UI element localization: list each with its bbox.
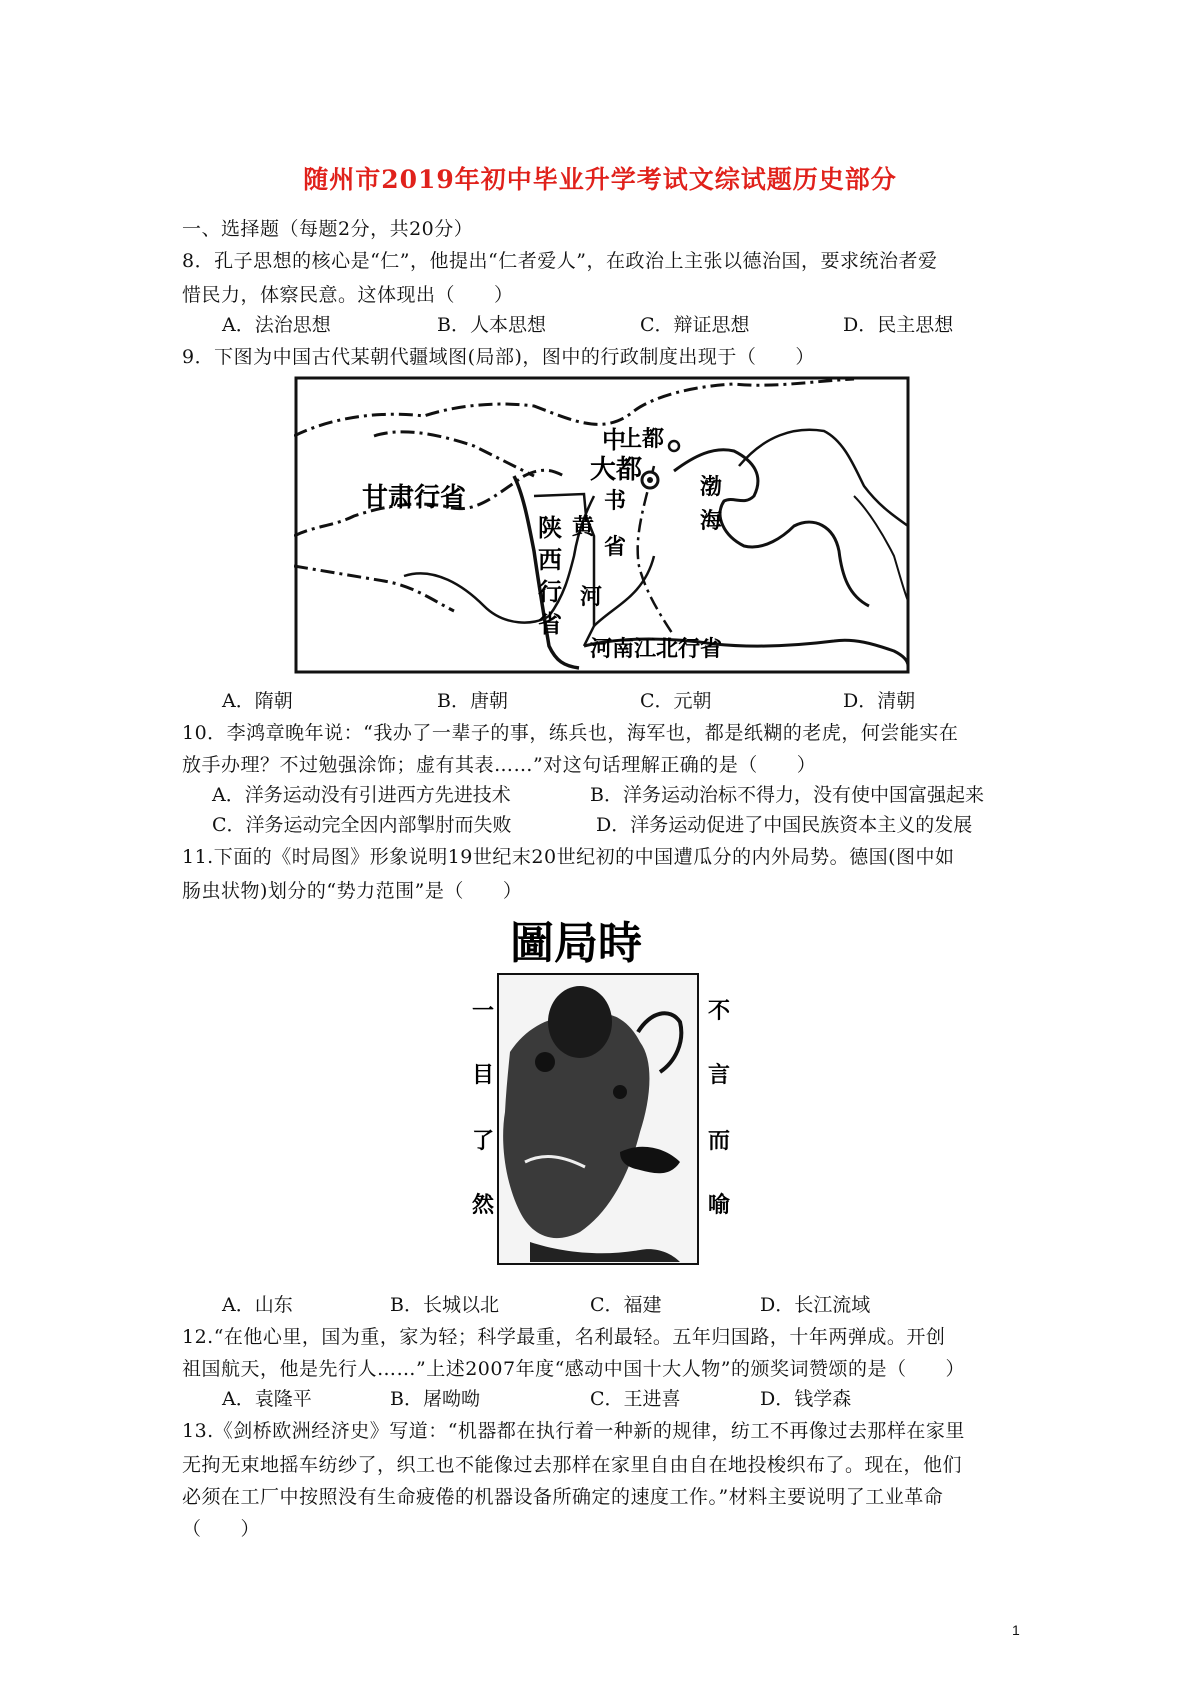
map-label-zhongshu-2: 书	[604, 488, 627, 513]
cartoon-right-1: 不	[708, 998, 731, 1024]
q11-option-c: C．福建	[590, 1294, 662, 1316]
question-13-line-2: 无拘无束地摇车纺纱了，织工也不能像过去那样在家里自由自在地投梭织布了。现在，他们	[182, 1454, 963, 1476]
question-10-line-1: 10．李鸿章晚年说：“我办了一辈子的事，练兵也，海军也，都是纸糊的老虎，何尝能实在	[182, 722, 959, 744]
question-9-line-1: 9．下图为中国古代某朝代疆域图(局部)，图中的行政制度出现于（ ）	[182, 346, 815, 368]
page-title: 随州市2019年初中毕业升学考试文综试题历史部分	[303, 165, 897, 194]
map-label-zhongshu-1: 中	[602, 427, 626, 454]
q12-option-d: D．钱学森	[760, 1388, 852, 1410]
map-label-shaanxi-2: 西	[538, 547, 562, 574]
question-12-line-2: 祖国航天，他是先行人……”上述2007年度“感动中国十大人物”的颁奖词赞颂的是（ ）	[182, 1358, 965, 1380]
yuan-territory-map	[294, 376, 910, 674]
cartoon-right-4: 喻	[708, 1192, 731, 1218]
map-label-zhongshu-3: 省	[604, 534, 627, 559]
q11-option-a: A．山东	[222, 1294, 293, 1316]
map-label-bohai-2: 海	[700, 508, 723, 533]
cartoon-right-2: 言	[708, 1062, 731, 1088]
q12-option-a: A．袁隆平	[222, 1388, 312, 1410]
question-12-line-1: 12.“在他心里，国为重，家为轻；科学最重，名利最轻。五年归国路，十年两弹成。开创	[182, 1326, 946, 1348]
q8-option-b: B．人本思想	[437, 314, 546, 336]
map-label-shangdu: 上都	[620, 426, 665, 451]
q10-option-c: C．洋务运动完全因内部掣肘而失败	[212, 814, 512, 836]
map-label-shaanxi-3: 行	[538, 579, 562, 606]
question-11-line-1: 11.下面的《时局图》形象说明19世纪末20世纪初的中国遭瓜分的内外局势。德国(图中如	[182, 846, 955, 868]
q8-option-a: A．法治思想	[222, 314, 331, 336]
cartoon-left-1: 一	[472, 998, 495, 1024]
q10-option-a: A．洋务运动没有引进西方先进技术	[212, 784, 511, 806]
map-label-henan: 河南江北行省	[590, 636, 723, 661]
map-label-gansu: 甘肃行省	[362, 482, 467, 512]
q12-option-c: C．王进喜	[590, 1388, 681, 1410]
question-10-line-2: 放手办理？不过勉强涂饰；虚有其表……”对这句话理解正确的是（ ）	[182, 754, 817, 776]
page-number: 1	[1012, 1622, 1020, 1638]
cartoon-right-3: 而	[708, 1128, 731, 1154]
question-11-line-2: 肠虫状物)划分的“势力范围”是（ ）	[182, 880, 523, 902]
cartoon-left-3: 了	[472, 1128, 495, 1154]
map-label-shaanxi-1: 陕	[538, 515, 562, 542]
question-13-line-1: 13.《剑桥欧洲经济史》写道：“机器都在执行着一种新的规律，纺工不再像过去那样在家里	[182, 1420, 965, 1442]
shiju-tu-cartoon	[470, 912, 738, 1284]
question-8-line-1: 8．孔子思想的核心是“仁”，他提出“仁者爱人”，在政治上主张以德治国，要求统治者爱	[182, 250, 938, 272]
map-label-shaanxi-4: 省	[538, 611, 562, 638]
q8-option-c: C．辩证思想	[640, 314, 750, 336]
map-label-bohai-1: 渤	[700, 474, 723, 499]
q8-option-d: D．民主思想	[843, 314, 954, 336]
cartoon-left-2: 目	[472, 1062, 495, 1088]
question-13-line-3: 必须在工厂中按照没有生命疲倦的机器设备所确定的速度工作。”材料主要说明了工业革命	[182, 1486, 944, 1508]
q10-option-d: D．洋务运动促进了中国民族资本主义的发展	[596, 814, 973, 836]
q9-option-a: A．隋朝	[222, 690, 293, 712]
q10-option-b: B．洋务运动治标不得力，没有使中国富强起来	[590, 784, 984, 806]
map-label-huanghe-2: 河	[580, 584, 603, 609]
question-13-line-4: （ ）	[182, 1518, 261, 1540]
map-label-dadu: 大都	[590, 454, 643, 484]
cartoon-left-4: 然	[472, 1192, 495, 1218]
q9-option-d: D．清朝	[843, 690, 916, 712]
question-8-line-2: 惜民力，体察民意。这体现出（ ）	[182, 284, 514, 306]
q9-option-c: C．元朝	[640, 690, 712, 712]
map-label-huanghe-1: 黄	[572, 514, 595, 539]
shangdu-marker	[669, 441, 679, 451]
q11-option-b: B．长城以北	[390, 1294, 499, 1316]
section-heading: 一、选择题（每题2分，共20分）	[182, 218, 474, 240]
q9-option-b: B．唐朝	[437, 690, 508, 712]
q12-option-b: B．屠呦呦	[390, 1388, 480, 1410]
cartoon-title: 圖局時	[510, 918, 642, 969]
q11-option-d: D．长江流域	[760, 1294, 871, 1316]
